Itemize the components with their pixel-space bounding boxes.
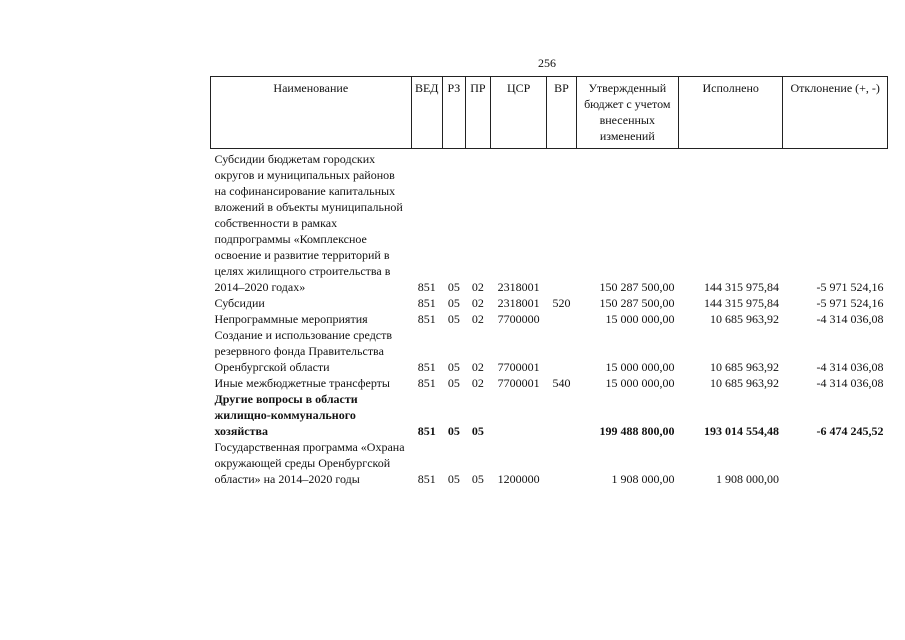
row-csr: 7700000	[497, 312, 540, 326]
row-executed: 193 014 554,48	[703, 424, 779, 438]
row-executed: 10 685 963,92	[709, 376, 779, 390]
row-pr: 02	[471, 376, 484, 390]
row-approved-budget: 199 488 800,00	[599, 424, 675, 438]
table-row	[211, 327, 888, 375]
header-rz: РЗ	[442, 77, 465, 149]
header-deviation: Отклонение (+, -)	[783, 77, 888, 149]
row-executed: 144 315 975,84	[703, 280, 779, 294]
row-vr: 540	[552, 376, 571, 390]
page-number: 256	[538, 56, 556, 70]
row-ved: 851	[417, 312, 436, 326]
row-rz: 05	[447, 280, 460, 294]
table-row	[211, 295, 888, 311]
row-deviation: -4 314 036,08	[816, 376, 884, 390]
row-csr: 7700001	[497, 376, 540, 390]
row-ved: 851	[417, 360, 436, 374]
row-rz: 05	[447, 312, 460, 326]
table-row	[211, 375, 888, 391]
row-csr: 2318001	[497, 280, 540, 294]
header-vr: ВР	[547, 77, 576, 149]
row-ved: 851	[417, 424, 436, 438]
row-name: Другие вопросы в области жилищно-коммунального хозяйства	[214, 392, 358, 438]
row-deviation: -4 314 036,08	[816, 360, 884, 374]
row-rz: 05	[447, 376, 460, 390]
row-deviation: -5 971 524,16	[816, 280, 884, 294]
header-name: Наименование	[211, 77, 412, 149]
table-row	[211, 439, 888, 487]
row-deviation	[783, 439, 888, 487]
row-pr: 02	[471, 280, 484, 294]
row-ved: 851	[417, 376, 436, 390]
row-approved-budget: 150 287 500,00	[599, 296, 675, 310]
row-csr	[490, 391, 546, 439]
row-name: Субсидии бюджетам городских округов и муниципальных районов на софинансирование капитальных вложений в объекты муниципальной собственности в рамках подпрограммы «Комплексное освоение и развитие территорий в целях жилищного строительства в 2014–2020 годах»	[214, 152, 403, 294]
row-name: Иные межбюджетные трансферты	[214, 376, 390, 390]
row-pr: 02	[471, 360, 484, 374]
table-row	[211, 391, 888, 439]
row-name: Государственная программа «Охрана окружающей среды Оренбургской области» на 2014–2020 годы	[214, 440, 405, 486]
row-pr: 02	[471, 296, 484, 310]
row-approved-budget: 150 287 500,00	[599, 280, 675, 294]
row-ved: 851	[417, 296, 436, 310]
row-vr	[547, 391, 576, 439]
row-pr: 02	[471, 312, 484, 326]
row-vr	[547, 149, 576, 296]
row-approved-budget: 1 908 000,00	[611, 472, 675, 486]
row-name: Субсидии	[214, 296, 265, 310]
row-csr: 2318001	[497, 296, 540, 310]
row-vr	[547, 439, 576, 487]
row-approved-budget: 15 000 000,00	[605, 360, 675, 374]
row-deviation: -4 314 036,08	[816, 312, 884, 326]
row-vr	[547, 327, 576, 375]
row-executed: 144 315 975,84	[703, 296, 779, 310]
row-rz: 05	[447, 296, 460, 310]
row-csr: 1200000	[497, 472, 540, 486]
header-ved: ВЕД	[411, 77, 442, 149]
row-executed: 1 908 000,00	[715, 472, 779, 486]
table-row	[211, 311, 888, 327]
header-pr: ПР	[465, 77, 490, 149]
row-vr: 520	[552, 296, 571, 310]
row-approved-budget: 15 000 000,00	[605, 312, 675, 326]
row-ved: 851	[417, 280, 436, 294]
row-pr: 05	[471, 472, 484, 486]
row-name: Непрограммные мероприятия	[214, 312, 368, 326]
row-rz: 05	[447, 360, 460, 374]
header-approved-budget: Утвержденный бюджет с учетом внесенных изменений	[576, 77, 678, 149]
table-header-row	[211, 77, 888, 149]
table-row	[211, 149, 888, 296]
row-ved: 851	[417, 472, 436, 486]
row-rz: 05	[447, 424, 460, 438]
row-deviation: -5 971 524,16	[816, 296, 884, 310]
row-deviation: -6 474 245,52	[816, 424, 884, 438]
row-rz: 05	[447, 472, 460, 486]
row-executed: 10 685 963,92	[709, 360, 779, 374]
row-csr: 7700001	[497, 360, 540, 374]
row-pr: 05	[471, 424, 484, 438]
row-vr	[547, 311, 576, 327]
header-executed: Исполнено	[678, 77, 782, 149]
row-name: Создание и использование средств резервного фонда Правительства Оренбургской области	[214, 328, 393, 374]
row-approved-budget: 15 000 000,00	[605, 376, 675, 390]
header-csr: ЦСР	[490, 77, 546, 149]
budget-table	[210, 76, 888, 487]
row-executed: 10 685 963,92	[709, 312, 779, 326]
